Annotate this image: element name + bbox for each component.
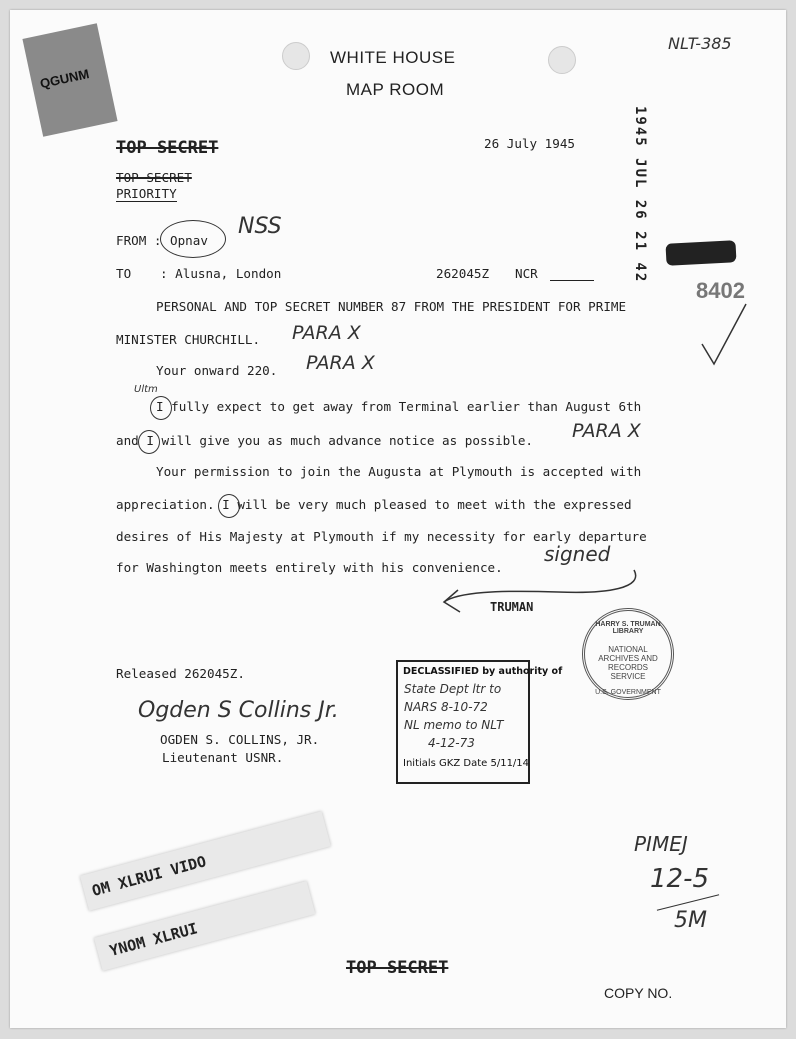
check-mark: [700, 300, 750, 370]
classification-top: TOP SECRET: [116, 138, 219, 158]
para3-line1: I fully expect to get away from Terminal earlier than August 6th: [156, 399, 642, 414]
para4-line3: desires of His Majesty at Plymouth if my necessity for early departure: [116, 529, 647, 544]
file-number: 8402: [696, 278, 745, 303]
from-note: NSS: [238, 214, 282, 239]
seal-line3: U.S. GOVERNMENT: [595, 689, 661, 696]
para4-line2: appreciation. I will be very much pleased to meet with the expressed: [116, 497, 632, 512]
punch-hole: [548, 46, 576, 74]
para3-line2: and I will give you as much advance notice as possible.: [116, 433, 534, 448]
to-value: : Alusna, London: [160, 266, 282, 281]
declassified-stamp: [396, 660, 563, 784]
redaction-mark: [665, 240, 736, 266]
stamp-line6: Initials GKZ Date 5/11/14: [403, 758, 530, 769]
priority: PRIORITY: [116, 186, 177, 201]
punch-hole: [282, 42, 310, 70]
date: 26 July 1945: [484, 136, 575, 151]
classification-bottom: TOP SECRET: [346, 958, 449, 978]
ncr-line: [550, 280, 594, 281]
library-seal: [582, 608, 674, 700]
para4-line1: Your permission to join the Augusta at Plymouth is accepted with: [156, 464, 642, 479]
tape-label: OM XLRUI VIDO: [90, 852, 209, 901]
stamp-line3: NARS 8-10-72: [404, 700, 488, 714]
copy-number: COPY NO.: [604, 985, 673, 1001]
grey-tag: [22, 23, 117, 137]
para1-note: PARA X: [292, 322, 361, 344]
from-label: FROM :: [116, 233, 162, 248]
corner-reference: NLT-385: [668, 34, 732, 53]
dtg: 262045Z: [436, 266, 490, 281]
tag-label: QGUNM: [38, 66, 91, 92]
stamp-line5: 4-12-73: [428, 736, 475, 750]
para4-line4: for Washington meets entirely with his convenience.: [116, 560, 503, 575]
handwritten-code-line2: 12-5: [650, 864, 710, 894]
handwritten-code-line1: PIMEJ: [634, 832, 688, 856]
tape-label: YNOM XLRUI: [107, 919, 200, 961]
released-line: Released 262045Z.: [116, 666, 245, 681]
para2-note: PARA X: [306, 352, 375, 374]
seal-line1: HARRY S. TRUMAN LIBRARY: [595, 621, 661, 635]
para3-note: PARA X: [572, 420, 641, 442]
header-line2: MAP ROOM: [346, 80, 445, 99]
para3-annotation: Ultm: [134, 384, 158, 395]
officer-rank: Lieutenant USNR.: [162, 750, 284, 765]
para2-text: Your onward 220.: [156, 363, 278, 378]
ncr: NCR: [515, 266, 538, 281]
to-label: TO: [116, 266, 132, 281]
officer-signature: Ogden S Collins Jr.: [138, 698, 339, 723]
officer-name: OGDEN S. COLLINS, JR.: [160, 732, 320, 747]
signed-annotation: signed: [544, 542, 611, 566]
stamp-line1: DECLASSIFIED by authority of: [403, 666, 563, 677]
seal-line2: NATIONAL ARCHIVES AND RECORDS SERVICE: [598, 645, 658, 681]
stamp-line4: NL memo to NLT: [404, 718, 504, 732]
signature-name: TRUMAN: [490, 600, 534, 614]
document-page: [10, 10, 786, 1028]
header-line1: WHITE HOUSE: [330, 48, 456, 67]
received-stamp: 1945 JUL 26 21 42: [632, 106, 648, 284]
stamp-line2: State Dept ltr to: [404, 682, 502, 696]
para1-line2: MINISTER CHURCHILL.: [116, 332, 261, 347]
from-value: Opnav: [170, 233, 208, 248]
classification-secondary: TOP SECRET: [116, 170, 192, 185]
handwritten-code-line3: 5M: [674, 908, 707, 933]
para1-line1: PERSONAL AND TOP SECRET NUMBER 87 FROM THE PRESIDENT FOR PRIME: [156, 299, 627, 314]
